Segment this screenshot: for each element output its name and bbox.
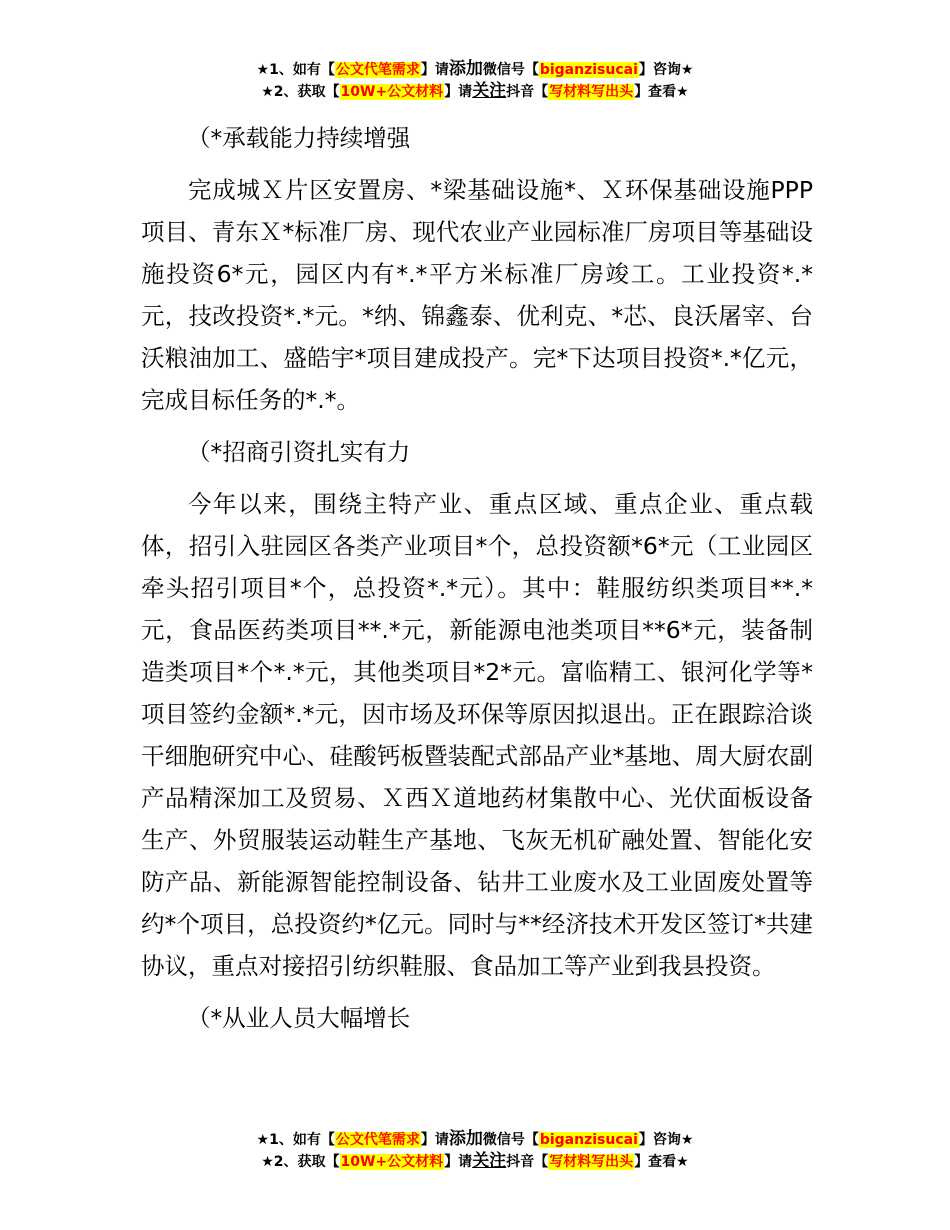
- banner-emphasis: 关注: [472, 1151, 507, 1171]
- banner-suffix: 】咨询★: [638, 1132, 694, 1148]
- banner-highlight: 公文代笔需求: [335, 1132, 420, 1148]
- banner-text: 】请: [444, 84, 473, 100]
- banner-highlight: 写材料写出头: [549, 84, 634, 100]
- section-heading-employment: （*从业人员大幅增长: [187, 1004, 411, 1032]
- banner-text: 】请: [420, 1132, 449, 1148]
- banner-text: 微信号【: [482, 62, 539, 78]
- banner-suffix: 】咨询★: [638, 62, 694, 78]
- banner-line-1: [0, 1129, 950, 1151]
- banner-highlight: 写材料写出头: [549, 1154, 634, 1170]
- banner-line-1: [0, 59, 950, 81]
- banner-highlight: 10W+公文材料: [340, 1154, 444, 1170]
- banner-highlight: biganzisucai: [539, 1132, 638, 1148]
- banner-prefix: ★1、如有【: [256, 62, 335, 78]
- banner-text: 抖音【: [506, 1154, 549, 1170]
- banner-highlight: 10W+公文材料: [340, 84, 444, 100]
- banner-prefix: ★2、获取【: [261, 1154, 340, 1170]
- banner-emphasis: 添加: [448, 1129, 483, 1149]
- banner-highlight: 公文代笔需求: [335, 62, 420, 78]
- section-heading-capacity: （*承载能力持续增强: [187, 124, 411, 152]
- footer-banner: [0, 1129, 950, 1173]
- paragraph-investment: 今年以来，围绕主特产业、重点区域、重点企业、重点载体，招引入驻园区各类产业项目*个，总投资额*6*元（工业园区牵头招引项目*个，总投资*.*元）。其中：鞋服纺织类项目**.*元，食品医药类项目**.*元，新能源电池类项目**6*元，装备制造类项目*个*.*元，其他类项目*2*元。富临精工、银河化学等*项目签约金额*.*元，因市场及环保等原因拟退出。正在跟踪洽谈干细胞研究中心、硅酸钙板暨装配式部品产业*基地、周大厨农副产品精深加工及贸易、Ｘ西Ｘ道地药材集散中心、光伏面板设备生产、外贸服装运动鞋生产基地、飞灰无机矿融处置、智能化安防产品、新能源智能控制设备、钻井工业废水及工业固废处置等约*个项目，总投资约*亿元。同时与**经济技术开发区签订*共建协议，重点对接招引纺织鞋服、食品加工等产业到我县投资。: [141, 490, 813, 980]
- banner-line-2: [0, 1151, 950, 1173]
- header-banner: [0, 59, 950, 103]
- banner-text: 抖音【: [506, 84, 549, 100]
- banner-suffix: 】查看★: [634, 1154, 689, 1170]
- banner-text: 】请: [420, 62, 449, 78]
- banner-emphasis: 添加: [448, 59, 483, 79]
- banner-emphasis: 关注: [472, 81, 507, 101]
- document-body: [141, 117, 813, 1049]
- section-heading-investment: （*招商引资扎实有力: [187, 438, 411, 466]
- banner-suffix: 】查看★: [634, 84, 689, 100]
- banner-prefix: ★1、如有【: [256, 1132, 335, 1148]
- banner-line-2: [0, 81, 950, 103]
- banner-text: 微信号【: [482, 1132, 539, 1148]
- paragraph-capacity: 完成城Ｘ片区安置房、*梁基础设施*、Ｘ环保基础设施PPP项目、青东Ｘ*标准厂房、现代农业产业园标准厂房项目等基础设施投资6*元，园区内有*.*平方米标准厂房竣工。工业投资*.*元，技改投资*.*元。*纳、锦鑫泰、优利克、*芯、良沃屠宰、台沃粮油加工、盛皓宇*项目建成投产。完*下达项目投资*.*亿元，完成目标任务的*.*。: [141, 176, 813, 414]
- banner-highlight: biganzisucai: [539, 62, 638, 78]
- banner-prefix: ★2、获取【: [261, 84, 340, 100]
- banner-text: 】请: [444, 1154, 473, 1170]
